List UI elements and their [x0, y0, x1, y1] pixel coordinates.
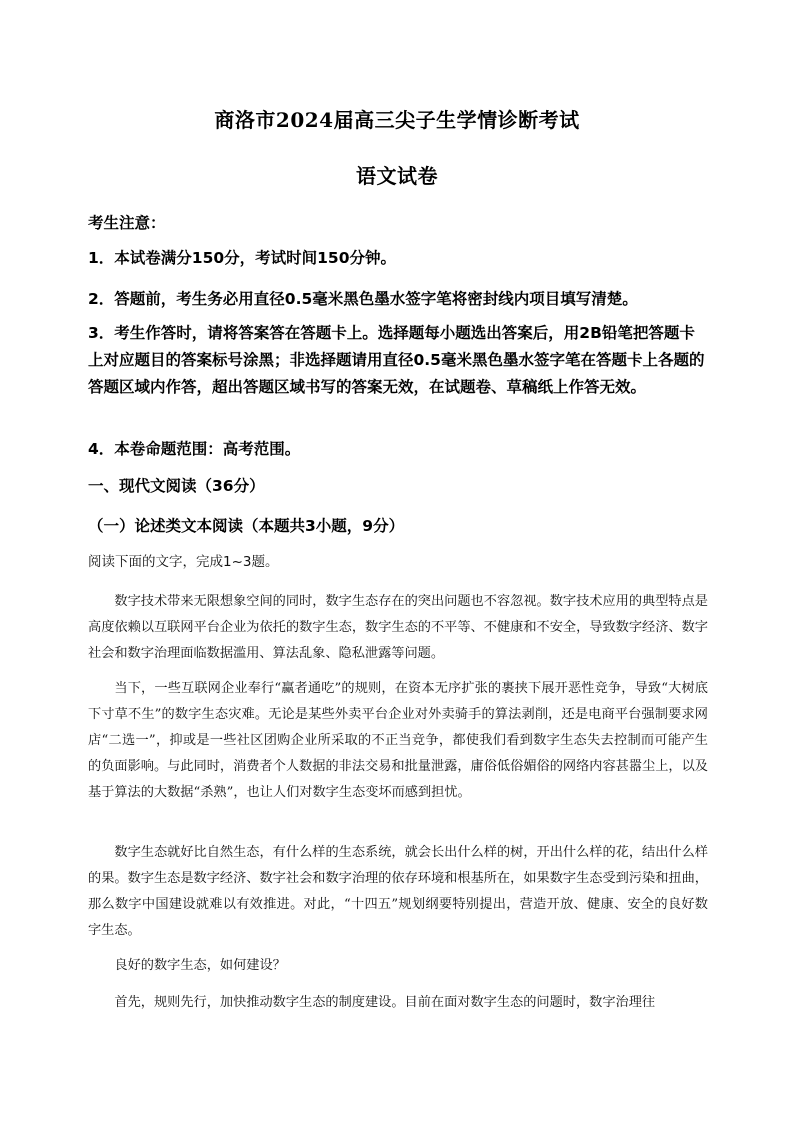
passage-paragraph-1: 数字技术带来无限想象空间的同时，数字生态存在的突出问题也不容忽视。数字技术应用的典型特点是高度依赖以互联网平台企业为依托的数字生态，数字生态的不平等、不健康和不安全，导致数字经济、数字社会和数字治理面临数据滥用、算法乱象、隐私泄露等问题。 — [88, 594, 708, 661]
section-heading: 一、现代文阅读（36分） — [88, 477, 265, 495]
exam-title: 商洛市2024届高三尖子生学情诊断考试 — [214, 108, 580, 132]
exam-subtitle: 语文试卷 — [356, 164, 438, 188]
passage-paragraph-2: 当下，一些互联网企业奉行“赢者通吃”的规则，在资本无序扩张的裹挟下展开恶性竞争，导致“大树底下寸草不生”的数字生态灾难。无论是某些外卖平台企业对外卖骑手的算法剥削，还是电商平台强制要求网店“二选一”，抑或是一些社区团购企业所采取的不正当竞争，都使我们看到数字生态失去控制而可能产生的负面影响。与此同时，消费者个人数据的非法交易和批量泄露，庸俗低俗媚俗的网络内容甚嚣尘上，以及基于算法的大数据“杀熟”，也让人们对数字生态变坏而感到担忧。 — [88, 681, 708, 800]
notice-item-4: 4．本卷命题范围：高考范围。 — [88, 440, 301, 458]
passage-paragraph-5: 首先，规则先行，加快推动数字生态的制度建设。目前在面对数字生态的问题时，数字治理往 — [114, 995, 656, 1010]
passage-paragraph-3: 数字生态就好比自然生态，有什么样的生态系统，就会长出什么样的树，开出什么样的花，结出什么样的果。数字生态是数字经济、数字社会和数字治理的依存环境和根基所在，如果数字生态受到污染和扭曲，那么数字中国建设就难以有效推进。对此，“十四五”规划纲要特别提出，营造开放、健康、安全的良好数字生态。 — [88, 845, 708, 938]
notice-item-3: 3．考生作答时，请将答案答在答题卡上。选择题每小题选出答案后，用2B铅笔把答题卡上对应题目的答案标号涂黑；非选择题请用直径0.5毫米黑色墨水签字笔在答题卡上各题的答题区域内作答，超出答题区域书写的答案无效，在试题卷、草稿纸上作答无效。 — [88, 324, 705, 396]
notice-item-2: 2．答题前，考生务必用直径0.5毫米黑色墨水签字笔将密封线内项目填写清楚。 — [88, 290, 638, 308]
reading-instruction: 阅读下面的文字，完成1~3题。 — [88, 554, 279, 570]
subsection-heading: （一）论述类文本阅读（本题共3小题，9分） — [88, 517, 405, 535]
notice-item-1: 1．本试卷满分150分，考试时间150分钟。 — [88, 249, 396, 267]
passage-paragraph-4: 良好的数字生态，如何建设？ — [114, 958, 286, 973]
notice-heading: 考生注意： — [88, 214, 166, 232]
